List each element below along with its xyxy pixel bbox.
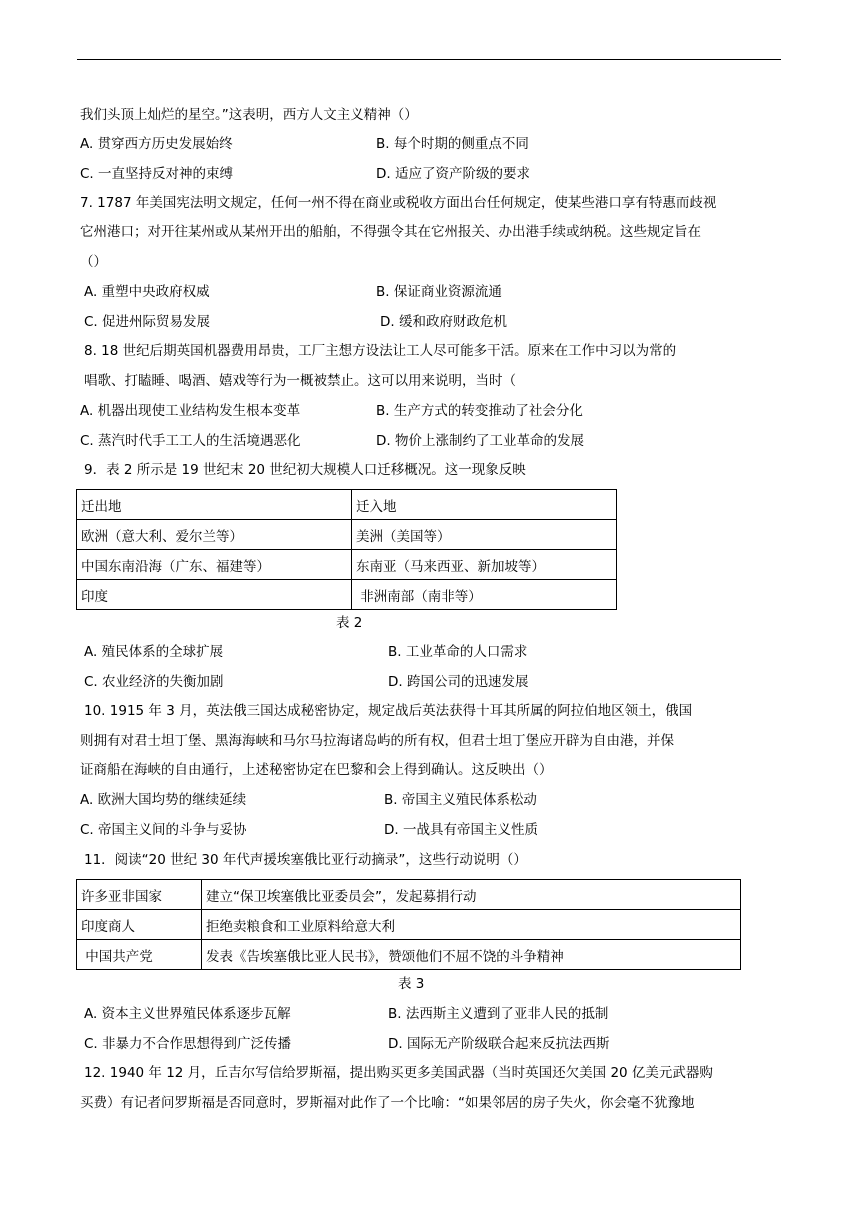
q7-option-c: C. 促进州际贸易发展 xyxy=(84,314,211,330)
table-cell: 拒绝卖粮食和工业原料给意大利 xyxy=(202,910,741,940)
q10-stem-line-1: 10. 1915 年 3 月，英法俄三国达成秘密协定，规定战后英法获得十耳其所属的阿拉伯地区领土，俄国 xyxy=(84,703,693,719)
q9-option-d: D. 跨国公司的迅速发展 xyxy=(388,674,529,690)
table-cell: 美洲（美国等） xyxy=(352,520,617,550)
q7-stem-line-3: （） xyxy=(80,254,107,270)
q7-option-a: A. 重塑中央政府权威 xyxy=(84,284,210,300)
table-row xyxy=(77,580,617,610)
table-cell: 非洲南部（南非等） xyxy=(352,580,617,610)
q8-stem-line-1: 8. 18 世纪后期英国机器费用昂贵，工厂主想方设法让工人尽可能多干活。原来在工作中习以为常的 xyxy=(84,343,677,359)
q10-option-d: D. 一战具有帝国主义性质 xyxy=(384,822,538,838)
table-cell: 欧洲（意大利、爱尔兰等） xyxy=(77,520,352,550)
table-cell: 印度商人 xyxy=(77,910,202,940)
q9-option-b: B. 工业革命的人口需求 xyxy=(388,644,528,660)
q11-stem: 11．阅读“20 世纪 30 年代声援埃塞俄比亚行动摘录”，这些行动说明（） xyxy=(84,852,527,868)
q7-option-d: D. 缓和政府财政危机 xyxy=(380,314,507,330)
table-row xyxy=(77,940,741,970)
table-cell: 发表《告埃塞俄比亚人民书》，赞颂他们不屈不饶的斗争精神 xyxy=(202,940,741,970)
migration-table xyxy=(76,489,617,610)
q10-option-b: B. 帝国主义殖民体系松动 xyxy=(384,792,537,808)
q12-stem-line-2: 买费）有记者问罗斯福是否同意时，罗斯福对此作了一个比喻：“如果邻居的房子失火，你会毫不犹豫地 xyxy=(80,1095,695,1111)
q8-option-c: C. 蒸汽时代手工工人的生活境遇恶化 xyxy=(80,433,301,449)
q11-option-d: D. 国际无产阶级联合起来反抗法西斯 xyxy=(388,1036,610,1052)
table-header-cell: 迁出地 xyxy=(77,490,352,520)
table-2-caption: 表 2 xyxy=(336,615,363,631)
table-row xyxy=(77,880,741,910)
table-cell: 印度 xyxy=(77,580,352,610)
q6-option-c: C. 一直坚持反对神的束缚 xyxy=(80,166,234,182)
q11-option-a: A. 资本主义世界殖民体系逐步瓦解 xyxy=(84,1006,291,1022)
table-row xyxy=(77,550,617,580)
q8-stem-line-2: 唱歌、打瞌睡、喝酒、嬉戏等行为一概被禁止。这可以用来说明，当时（ xyxy=(84,373,516,389)
q6-option-a: A. 贯穿西方历史发展始终 xyxy=(80,136,233,152)
q12-stem-line-1: 12. 1940 年 12 月，丘吉尔写信给罗斯福，提出购买更多美国武器（当时英国还欠美国 20 亿美元武器购 xyxy=(84,1065,713,1081)
q10-stem-line-3: 证商船在海峡的自由通行，上述秘密协定在巴黎和会上得到确认。这反映出（） xyxy=(80,762,553,778)
q9-stem: 9．表 2 所示是 19 世纪末 20 世纪初大规模人口迁移概况。这一现象反映 xyxy=(84,462,526,478)
header-rule xyxy=(77,59,781,60)
q8-option-a: A. 机器出现使工业结构发生根本变革 xyxy=(80,403,301,419)
q8-option-b: B. 生产方式的转变推动了社会分化 xyxy=(376,403,583,419)
q7-option-b: B. 保证商业资源流通 xyxy=(376,284,502,300)
table-header-cell: 迁入地 xyxy=(352,490,617,520)
q11-option-b: B. 法西斯主义遭到了亚非人民的抵制 xyxy=(388,1006,609,1022)
table-row xyxy=(77,910,741,940)
q9-option-c: C. 农业经济的失衡加剧 xyxy=(84,674,224,690)
table-cell: 中国东南沿海（广东、福建等） xyxy=(77,550,352,580)
q7-stem-line-2: 它州港口；对开往某州或从某州开出的船舶，不得强令其在它州报关、办出港手续或纳税。这些规定旨在 xyxy=(80,224,701,240)
table-cell: 许多亚非国家 xyxy=(77,880,202,910)
table-row xyxy=(77,490,617,520)
q6-stem-line: 我们头顶上灿烂的星空。”这表明，西方人文主义精神（） xyxy=(80,107,418,123)
q7-stem-line-1: 7. 1787 年美国宪法明文规定，任何一州不得在商业或税收方面出台任何规定，使某些港口享有特惠而歧视 xyxy=(80,195,717,211)
table-row xyxy=(77,520,617,550)
q10-option-c: C. 帝国主义间的斗争与妥协 xyxy=(80,822,247,838)
q6-option-b: B. 每个时期的侧重点不同 xyxy=(376,136,529,152)
q11-option-c: C. 非暴力不合作思想得到广泛传播 xyxy=(84,1036,292,1052)
table-cell: 中国共产党 xyxy=(77,940,202,970)
ethiopia-support-table xyxy=(76,879,741,970)
table-3-caption: 表 3 xyxy=(398,976,425,992)
q10-stem-line-2: 则拥有对君士坦丁堡、黑海海峡和马尔马拉海诸岛屿的所有权，但君士坦丁堡应开辟为自由港，并保 xyxy=(80,733,674,749)
q10-option-a: A. 欧洲大国均势的继续延续 xyxy=(80,792,247,808)
q9-option-a: A. 殖民体系的全球扩展 xyxy=(84,644,224,660)
q6-option-d: D. 适应了资产阶级的要求 xyxy=(376,166,530,182)
q8-option-d: D. 物价上涨制约了工业革命的发展 xyxy=(376,433,584,449)
table-cell: 东南亚（马来西亚、新加坡等） xyxy=(352,550,617,580)
table-cell: 建立“保卫埃塞俄比亚委员会”，发起募捐行动 xyxy=(202,880,741,910)
